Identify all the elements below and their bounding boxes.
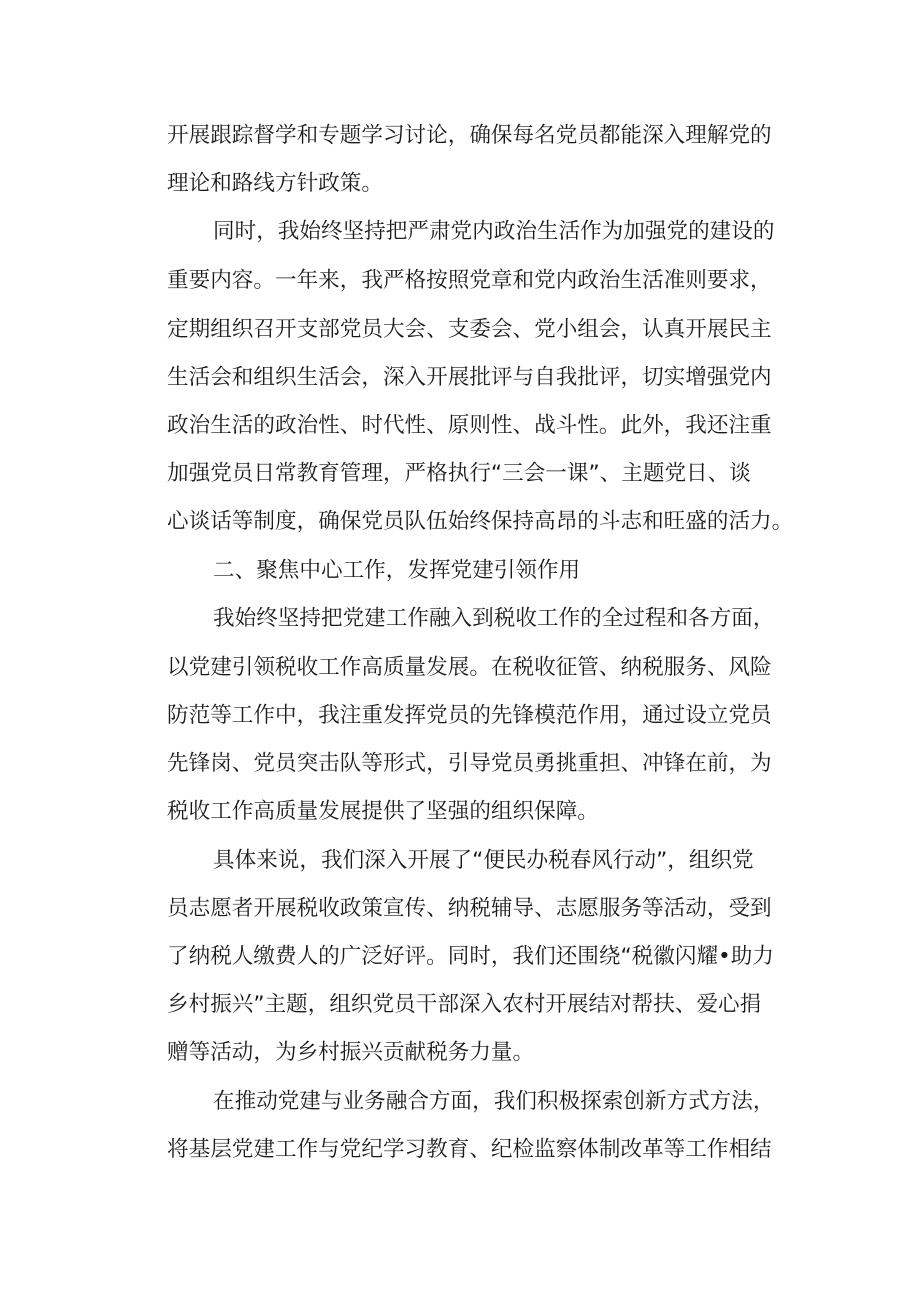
text-line: 定期组织召开支部党员大会、支委会、党小组会，认真开展民主	[167, 317, 772, 342]
text-line: 防范等工作中，我注重发挥党员的先锋模范作用，通过设立党员	[167, 703, 772, 728]
paragraph-first-line: 具体来说，我们深入开展了“便民办税春风行动”，组织党	[213, 848, 754, 873]
paragraph-first-line: 在推动党建与业务融合方面，我们积极探索创新方式方法，	[213, 1089, 775, 1114]
text-line: 将基层党建工作与党纪学习教育、纪检监察体制改革等工作相结	[167, 1137, 772, 1162]
text-line: 税收工作高质量发展提供了坚强的组织保障。	[167, 799, 599, 824]
text-line: 开展跟踪督学和专题学习讨论，确保每名党员都能深入理解党的	[167, 123, 772, 148]
text-line: 先锋岗、党员突击队等形式，引导党员勇挑重担、冲锋在前，为	[167, 751, 772, 776]
paragraph-first-line: 同时，我始终坚持把严肃党内政治生活作为加强党的建设的	[213, 219, 775, 244]
text-line: 了纳税人缴费人的广泛好评。同时，我们还围绕“税徽闪耀•助力	[167, 944, 774, 969]
text-line: 理论和路线方针政策。	[167, 171, 383, 196]
text-line: 政治生活的政治性、时代性、原则性、战斗性。此外，我还注重	[167, 413, 772, 438]
text-line: 生活会和组织生活会，深入开展批评与自我批评，切实增强党内	[167, 365, 772, 390]
text-line: 以党建引领税收工作高质量发展。在税收征管、纳税服务、风险	[167, 655, 772, 680]
text-line: 重要内容。一年来，我严格按照党章和党内政治生活准则要求，	[167, 268, 772, 293]
paragraph-first-line: 我始终坚持把党建工作融入到税收工作的全过程和各方面，	[213, 606, 775, 631]
text-line: 心谈话等制度，确保党员队伍始终保持高昂的斗志和旺盛的活力。	[167, 509, 794, 534]
text-line: 乡村振兴”主题，组织党员干部深入农村开展结对帮扶、爱心捐	[167, 992, 762, 1017]
section-heading: 二、聚焦中心工作，发挥党建引领作用	[213, 558, 581, 583]
text-line: 员志愿者开展税收政策宣传、纳税辅导、志愿服务等活动，受到	[167, 896, 772, 921]
text-line: 赠等活动，为乡村振兴贡献税务力量。	[167, 1040, 535, 1065]
text-line: 加强党员日常教育管理，严格执行“三会一课”、主题党日、谈	[167, 461, 751, 486]
